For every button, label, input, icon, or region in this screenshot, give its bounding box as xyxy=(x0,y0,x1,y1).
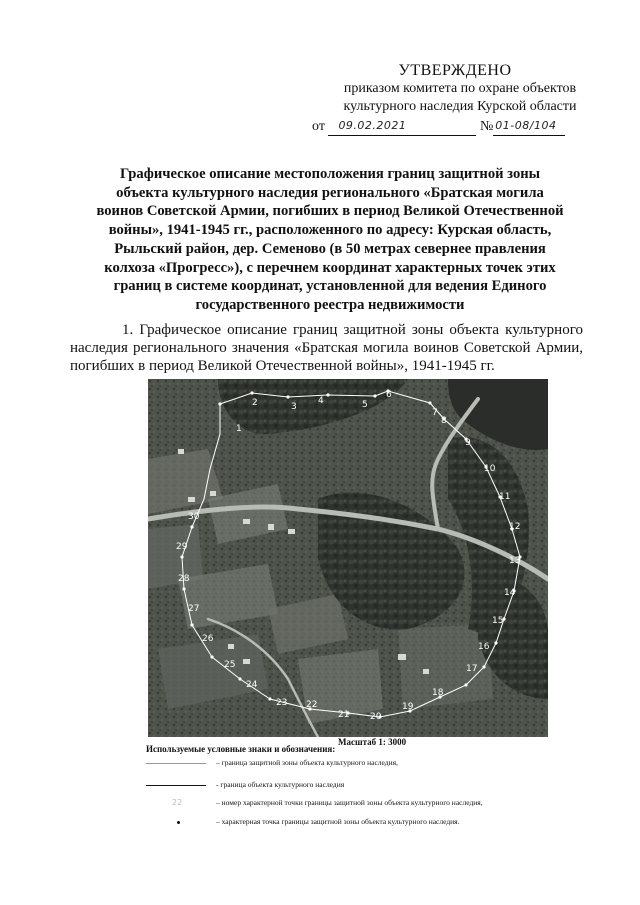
approval-stamp xyxy=(310,62,610,136)
point-symbol xyxy=(146,816,206,828)
aerial-map xyxy=(148,379,548,737)
point-label: 9 xyxy=(465,438,471,448)
date-field xyxy=(328,117,476,136)
point-label: 5 xyxy=(362,400,368,410)
legend-item-object-boundary xyxy=(146,779,566,791)
point-label: 10 xyxy=(484,464,496,474)
point-label: 7 xyxy=(432,408,438,418)
point-label: 18 xyxy=(432,688,444,698)
point-label: 22 xyxy=(306,700,318,710)
number-prefix: № xyxy=(479,119,494,134)
map-scale: Масштаб 1: 3000 xyxy=(338,737,407,747)
point-label: 1 xyxy=(236,424,242,434)
point-label: 23 xyxy=(276,698,288,708)
point-label: 2 xyxy=(252,398,258,408)
heading-line: Графическое описание местоположения границ защитной зоны xyxy=(119,166,541,182)
point-label: 26 xyxy=(202,634,214,644)
heading-line: объекта культурного наследия регионального «Братская могила xyxy=(116,184,544,201)
approval-date-number xyxy=(312,117,610,136)
point-label: 29 xyxy=(176,542,188,552)
point-label: 28 xyxy=(178,574,190,584)
point-label: 17 xyxy=(466,664,478,674)
point-dot-icon xyxy=(177,821,180,824)
legend-label: – граница защитной зоны объекта культурного наследия, xyxy=(216,758,398,767)
point-label: 25 xyxy=(224,660,236,670)
point-label: 27 xyxy=(188,604,200,614)
legend-item-zone-boundary xyxy=(146,757,566,769)
point-label: 14 xyxy=(504,588,516,598)
heading-line: Рыльский район, дер. Семеново (в 50 метрах севернее правления xyxy=(114,240,546,257)
point-label: 12 xyxy=(509,522,521,532)
handwritten-number: 01-08/104 xyxy=(495,119,557,132)
legend-item-point-number xyxy=(146,797,566,809)
handwritten-date: 09.02.2021 xyxy=(338,119,407,132)
point-number-sample: 22 xyxy=(172,798,183,807)
point-label: 16 xyxy=(478,642,490,652)
point-label: 30 xyxy=(188,512,200,522)
map-canvas xyxy=(148,379,548,737)
zone-boundary-symbol xyxy=(146,757,206,769)
point-label: 19 xyxy=(402,702,414,712)
approval-line-1: приказом комитета по охране объектов xyxy=(343,81,577,96)
point-label: 21 xyxy=(338,710,350,720)
number-field xyxy=(493,117,565,136)
heading-line: войны», 1941-1945 гг., расположенного по адресу: Курская область, xyxy=(108,222,552,239)
point-label: 4 xyxy=(318,396,324,406)
point-label: 6 xyxy=(386,390,392,400)
point-label: 20 xyxy=(370,712,382,722)
document-heading xyxy=(70,165,590,315)
point-label: 11 xyxy=(499,492,511,502)
section-1-paragraph: 1. Графическое описание границ защитной зоны объекта культурного наследия регионального значения «Братская могила воинов Советской Армии, погибших в период Великой Отечественной войны», 1941-1945 гг. xyxy=(70,322,583,374)
approval-title: УТВЕРЖДЕНО xyxy=(398,62,512,79)
heading-line: границ в системе координат, установленной для ведения Единого xyxy=(113,278,547,295)
heading-line: воинов Советской Армии, погибших в период Великой Отечественной xyxy=(96,203,564,220)
legend-label: - граница объекта культурного наследия xyxy=(216,780,345,789)
legend-title: Используемые условные знаки и обозначения: xyxy=(146,744,336,754)
heading-line: колхоза «Прогресс»), с перечнем координат характерных точек этих xyxy=(104,259,556,276)
approval-line-2: культурного наследия Курской области xyxy=(343,99,577,114)
point-number-symbol xyxy=(146,797,206,809)
date-prefix: от xyxy=(312,119,325,134)
point-label: 24 xyxy=(246,680,258,690)
heading-line: государственного реестра недвижимости xyxy=(195,296,465,313)
point-label: 15 xyxy=(492,616,504,626)
point-label: 13 xyxy=(509,556,521,566)
object-boundary-symbol xyxy=(146,779,206,791)
point-label: 8 xyxy=(441,416,447,426)
legend-label: – характерная точка границы защитной зоны объекта культурного наследия. xyxy=(216,817,460,826)
legend-label: – номер характерной точки границы защитной зоны объекта культурного наследия, xyxy=(216,798,483,807)
legend-item-point xyxy=(146,816,566,828)
point-label: 3 xyxy=(291,402,297,412)
